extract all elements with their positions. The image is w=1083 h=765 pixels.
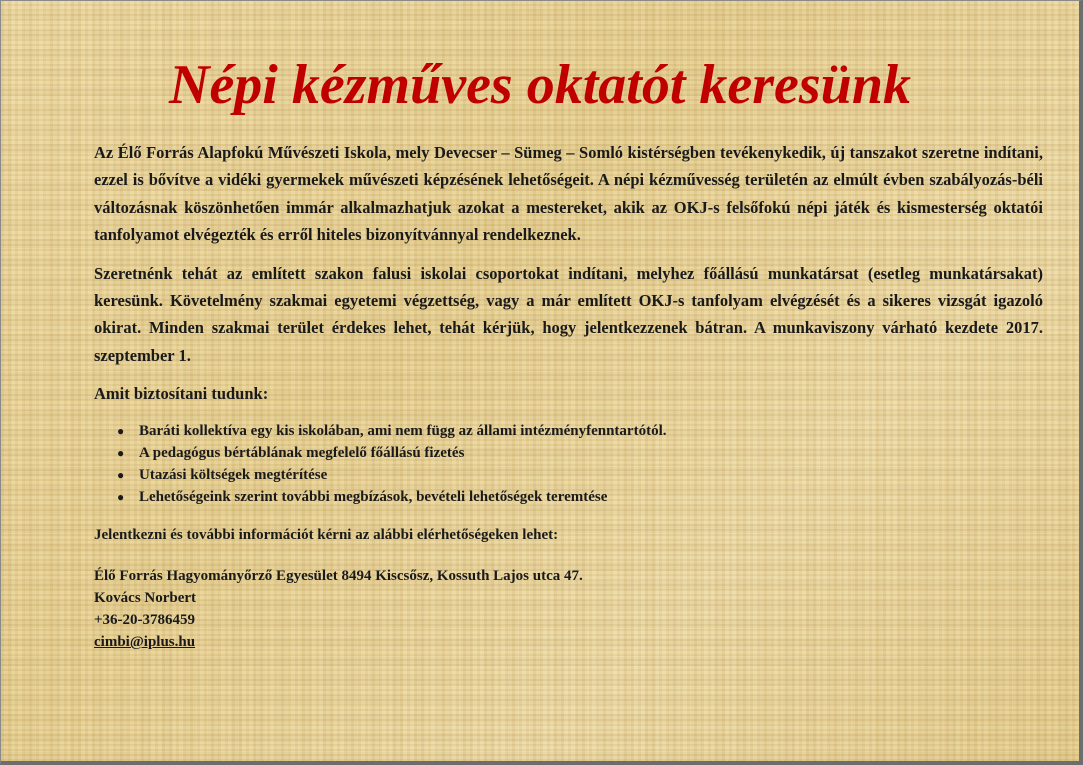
list-item-text: Lehetőségeink szerint további megbízások, bevételi lehetőségek teremtése [139,489,608,506]
list-item-text: Utazási költségek megtérítése [139,467,328,484]
list-item [94,486,1043,508]
contact-intro: Jelentkezni és további információt kérni az alábbi elérhetőségeken lehet: [94,527,559,544]
bullet-icon: ● [117,490,125,505]
contact-email-link[interactable]: cimbi@iplus.hu [94,634,196,651]
contact-person: Kovács Norbert [94,590,197,607]
bullet-icon: ● [117,424,125,439]
list-item [94,420,1043,442]
list-item-text: A pedagógus bértáblának megfelelő főállású fizetés [139,445,465,462]
bullet-icon: ● [117,446,125,461]
requirements-paragraph: Szeretnénk tehát az említett szakon falusi iskolai csoportokat indítani, melyhez főállású munkatársat (esetleg munkatársakat) keresünk. Követelmény szakmai egyetemi végzettség, vagy a már említett OKJ-s tanfolyam elvégzését és a sikeres vizsgát igazoló okirat. Minden szakmai terület érdekes lehet, tehát kérjük, hogy jelentkezzenek bátran. A munkaviszony várható kezdete 2017. szeptember 1. [94,263,1043,365]
bullet-icon: ● [117,468,125,483]
page-title: Népi kézműves oktatót keresünk [169,54,911,116]
contact-organization: Élő Forrás Hagyományőrző Egyesület 8494 Kiscsősz, Kossuth Lajos utca 47. [94,568,583,585]
benefits-heading: Amit biztosítani tudunk: [94,384,269,404]
list-item [94,464,1043,486]
list-item-text: Baráti kollektíva egy kis iskolában, ami nem függ az állami intézményfenntartótól. [139,423,667,440]
intro-paragraph: Az Élő Forrás Alapfokú Művészeti Iskola, mely Devecser – Sümeg – Somló kistérségben tevékenykedik, új tanszakot szeretne indítani, ezzel is bővítve a vidéki gyermekek művészeti képzésének lehetőségeit. A népi kézművesség területén az elmúlt évben szabályozás-béli változásnak köszönhetően immár alkalmazhatjuk azokat a mestereket, akik az OKJ-s felsőfokú népi játék és kismesterség oktatói tanfolyamot elvégezték és erről hiteles bizonyítvánnyal rendelkeznek. [94,143,1043,245]
benefits-list [94,420,1043,508]
document-body [94,139,1043,653]
list-item [94,442,1043,464]
contact-phone: +36-20-3786459 [94,612,196,629]
contact-block [94,565,1043,653]
